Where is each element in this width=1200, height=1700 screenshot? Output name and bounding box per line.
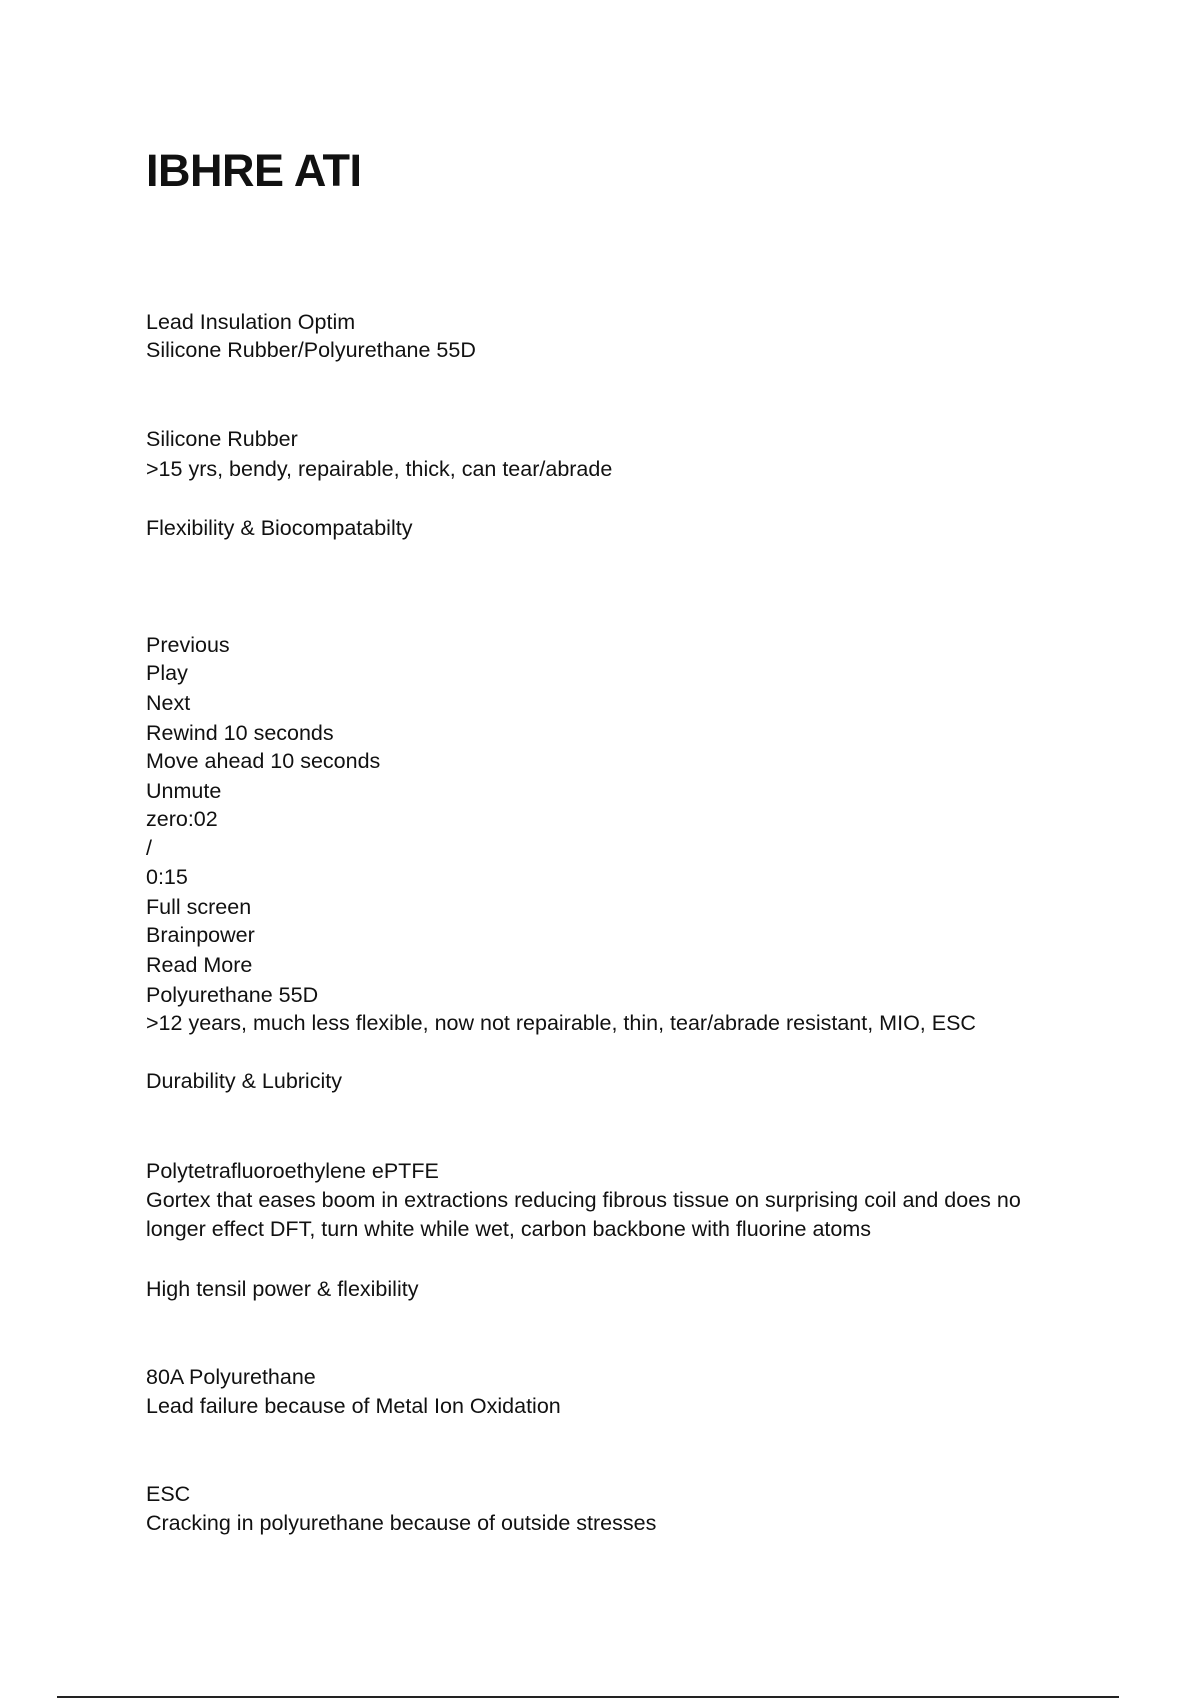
polyurethane-55d-details: >12 years, much less flexible, now not repairable, thin, tear/abrade resistant, MIO, ESC [146,1011,976,1035]
unmute-button[interactable]: Unmute [146,779,222,803]
eptfe-heading: Polytetrafluoroethylene ePTFE [146,1159,439,1183]
silicone-details: >15 yrs, bendy, repairable, thick, can tear/abrade [146,457,613,481]
next-button[interactable]: Next [146,691,191,715]
polyurethane-55d-property: Durability & Lubricity [146,1069,342,1093]
eptfe-property: High tensil power & flexibility [146,1277,419,1301]
forward-button[interactable]: Move ahead 10 seconds [146,749,381,773]
lead-insulation-heading: Lead Insulation Optim [146,310,356,334]
polyurethane-55d-heading: Polyurethane 55D [146,983,319,1007]
silicone-heading: Silicone Rubber [146,427,298,451]
duration: 0:15 [146,865,188,889]
silicone-property: Flexibility & Biocompatabilty [146,516,413,540]
page-title: IBHRE ATI [146,145,362,196]
polyurethane-80a-heading: 80A Polyurethane [146,1365,316,1389]
read-more-link[interactable]: Read More [146,953,253,977]
esc-heading: ESC [146,1482,191,1506]
play-button[interactable]: Play [146,661,188,685]
current-time: zero:02 [146,807,218,831]
lead-insulation-subtitle: Silicone Rubber/Polyurethane 55D [146,338,476,362]
eptfe-details: Gortex that eases boom in extractions reducing fibrous tissue on surprising coil and does no longer effect DFT, turn white while wet, carbon backbone with fluorine atoms [146,1188,1021,1241]
brainpower-label: Brainpower [146,923,255,947]
fullscreen-button[interactable]: Full screen [146,895,252,919]
polyurethane-80a-details: Lead failure because of Metal Ion Oxidation [146,1394,561,1418]
time-separator: / [146,836,152,860]
previous-button[interactable]: Previous [146,633,230,657]
footer-divider [57,1696,1119,1698]
rewind-button[interactable]: Rewind 10 seconds [146,721,334,745]
esc-details: Cracking in polyurethane because of outside stresses [146,1511,657,1535]
